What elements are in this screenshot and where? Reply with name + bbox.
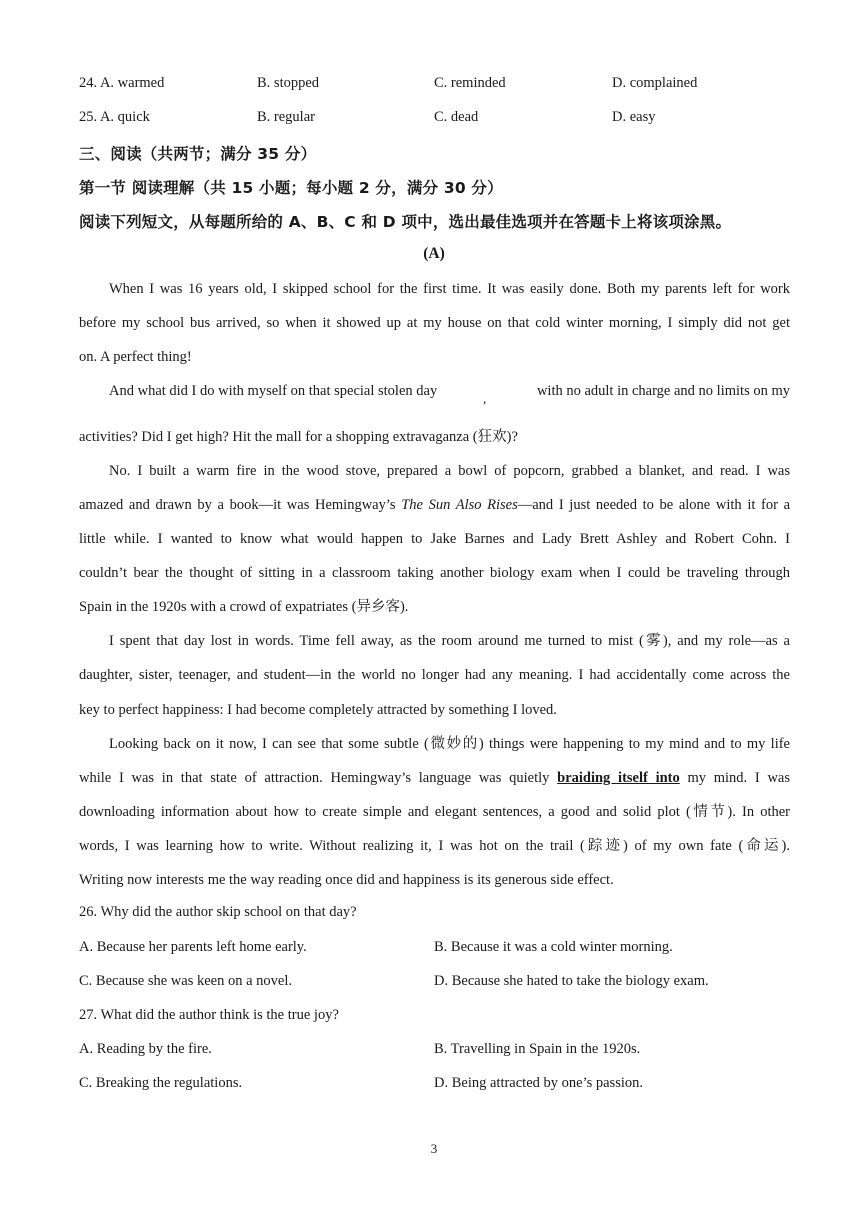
passage-line: Writing now interests me the way reading once did and happiness is its generous side effect.: [79, 872, 614, 888]
passage-fragment: with no adult in charge and no limits on my: [536, 383, 790, 399]
passage-line: before my school bus arrived, so when it showed up at my house on that cold winter morning, I simply did not get: [79, 315, 790, 331]
passage-fragment: amazed and drawn by a book—it was Hemingway’s: [79, 497, 402, 513]
question-26-option-d: D. Because she hated to take the biology exam.: [434, 973, 709, 989]
instruction-text: 阅读下列短文，从每题所给的 A、B、C 和 D 项中，选出最佳选项并在答题卡上将该项涂黑。: [79, 213, 732, 231]
passage-fragment: my mind. I was: [679, 770, 791, 786]
option-25-a: 25. A. quick: [79, 109, 150, 125]
option-25-d: D. easy: [612, 109, 656, 125]
passage-line: on. A perfect thing!: [79, 349, 192, 365]
question-27-option-a: A. Reading by the fire.: [79, 1041, 212, 1057]
question-27-option-b: B. Travelling in Spain in the 1920s.: [434, 1041, 641, 1057]
option-24-a: 24. A. warmed: [79, 75, 165, 91]
option-24-b: B. stopped: [257, 75, 320, 91]
question-26-option-c: C. Because she was keen on a novel.: [79, 973, 293, 989]
passage-line: activities? Did I get high? Hit the mall for a shopping extravaganza (狂欢)?: [79, 429, 518, 445]
option-24-d: D. complained: [612, 75, 698, 91]
passage-fragment: —and I just needed to be alone with it for a: [517, 497, 791, 513]
question-26-option-b: B. Because it was a cold winter morning.: [434, 939, 673, 955]
passage-line: downloading information about how to create simple and elegant sentences, a good and solid plot (情节). In other: [79, 804, 790, 820]
passage-line: little while. I wanted to know what would happen to Jake Barnes and Lady Brett Ashley and Robert Cohn. I: [79, 531, 790, 547]
question-27-option-d: D. Being attracted by one’s passion.: [434, 1075, 643, 1091]
underlined-phrase: braiding itself into: [557, 770, 680, 786]
passage-line: [79, 495, 790, 515]
question-27-stem: 27. What did the author think is the true joy?: [79, 1007, 339, 1023]
section-heading: 三、阅读（共两节；满分 35 分）: [79, 145, 317, 163]
passage-fragment: And what did I do with myself on that special stolen day: [109, 383, 438, 399]
passage-line: couldn’t bear the thought of sitting in a classroom taking another biology exam when I could be traveling through: [79, 565, 790, 581]
option-24-c: C. reminded: [434, 75, 506, 91]
options-row-24: [79, 75, 791, 95]
passage-line: I spent that day lost in words. Time fell away, as the room around me turned to mist (雾), and my role—as a: [109, 633, 790, 649]
question-27-option-c: C. Breaking the regulations.: [79, 1075, 243, 1091]
passage-line: When I was 16 years old, I skipped school for the first time. It was easily done. Both my parents left for work: [109, 281, 790, 297]
passage-line: No. I built a warm fire in the wood stove, prepared a bowl of popcorn, grabbed a blanket, and read. I was: [109, 463, 790, 479]
passage-line: Spain in the 1920s with a crowd of expatriates (异乡客).: [79, 599, 409, 615]
question-26-stem: 26. Why did the author skip school on that day?: [79, 904, 357, 920]
options-row-25: [79, 109, 791, 129]
subsection-heading: 第一节 阅读理解（共 15 小题；每小题 2 分，满分 30 分）: [79, 179, 503, 197]
passage-line: daughter, sister, teenager, and student—in the world no longer had any meaning. I had accidentally come across the: [79, 667, 790, 683]
stray-comma: ,: [483, 391, 487, 406]
book-title: The Sun Also Rises: [401, 497, 518, 513]
passage-line: [79, 768, 790, 788]
page-number: 3: [430, 1141, 438, 1156]
option-25-b: B. regular: [257, 109, 315, 125]
passage-fragment: while I was in that state of attraction. Hemingway’s language was quietly: [79, 770, 558, 786]
passage-line: Looking back on it now, I can see that some subtle (微妙的) things were happening to my mind and to my life: [109, 736, 790, 752]
passage-line: [109, 381, 790, 406]
passage-line: words, I was learning how to write. Without realizing it, I was hot on the trail (踪迹) of my own fate (命运).: [79, 838, 790, 854]
option-25-c: C. dead: [434, 109, 479, 125]
passage-line: key to perfect happiness: I had become completely attracted by something I loved.: [79, 702, 557, 718]
question-26-option-a: A. Because her parents left home early.: [79, 939, 307, 955]
passage-title: (A): [423, 245, 445, 262]
